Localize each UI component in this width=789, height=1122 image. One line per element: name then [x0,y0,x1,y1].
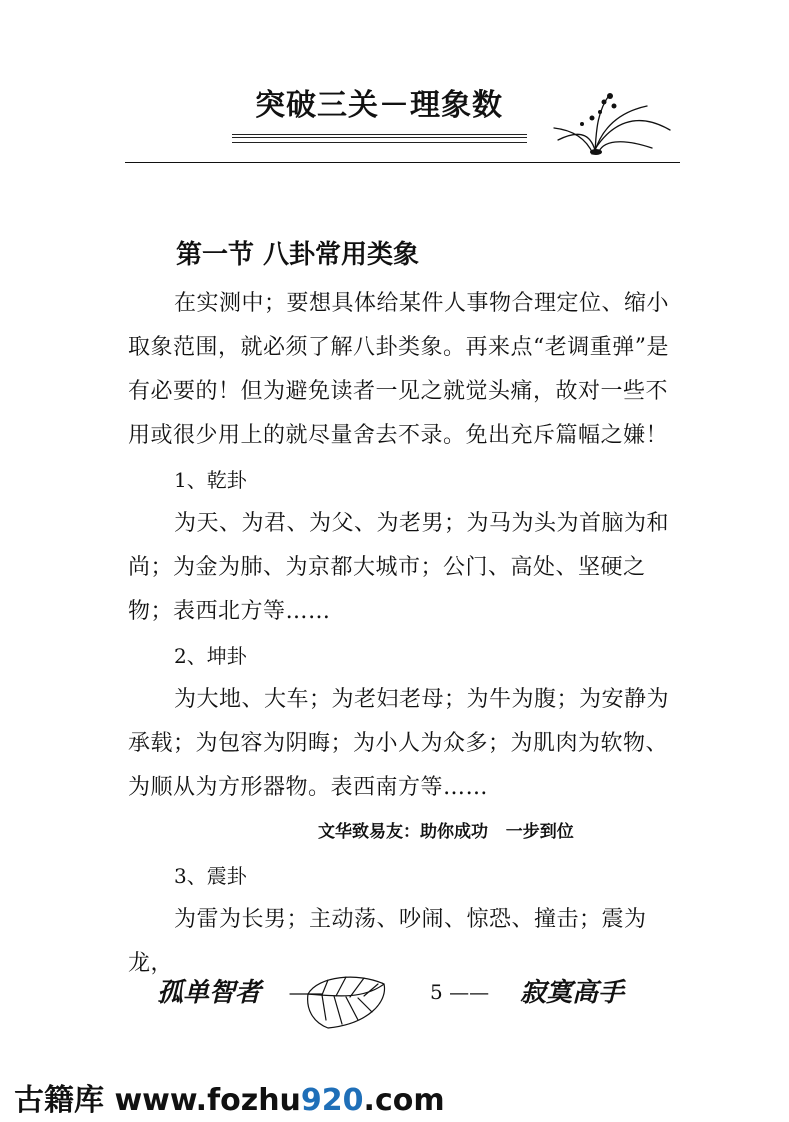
item-label-kun: 2、坤卦 [174,644,247,668]
site-watermark[interactable] [14,1075,445,1119]
orchid-illustration [552,88,672,158]
watermark-url-prefix: www.fozhu [114,1083,301,1118]
item-text-qian: 为天、为君、为父、为老男；为马为头为首脑为和尚；为金为肺、为京都大城市；公门、高处、坚硬之物；表西北方等…… [128,511,670,624]
page-number: 5 —— [430,980,490,1004]
item-label-qian: 1、乾卦 [174,468,247,492]
section-heading: 第一节 八卦常用类象 [176,240,420,270]
watermark-url-suffix: .com [363,1083,445,1118]
footer-left-text: 孤单智者 [157,978,262,1008]
item-text-zhen: 为雷为长男；主动荡、吵闹、惊恐、撞击；震为龙， [128,907,647,976]
footer-right-text: 寂寞高手 [520,978,625,1008]
header-rule [125,162,680,163]
intro-paragraph: 在实测中；要想具体给某件人事物合理定位、缩小取象范围，就必须了解八卦类象。再来点“老调重弹”是有必要的！但为避免读者一见之就觉头痛，故对一些不用或很少用上的就尽量舍去不录。免出充斥篇幅之嫌！ [128,291,670,448]
title-double-rule [232,134,527,143]
page-title: 突破三关－理象数 [255,88,503,123]
item-label-zhen: 3、震卦 [174,864,247,888]
item-text-kun: 为大地、大车；为老妇老母；为牛为腹；为安静为承载；为包容为阴晦；为小人为众多；为肌肉为软物、为顺从为方形器物。表西南方等…… [128,687,670,800]
watermark-brand: 古籍库 [14,1083,104,1118]
leaf-icon [288,972,390,1030]
slogan: 文华致易友：助你成功 一步到位 [318,822,574,842]
watermark-url-number: 920 [300,1083,364,1118]
body-text [128,282,688,986]
